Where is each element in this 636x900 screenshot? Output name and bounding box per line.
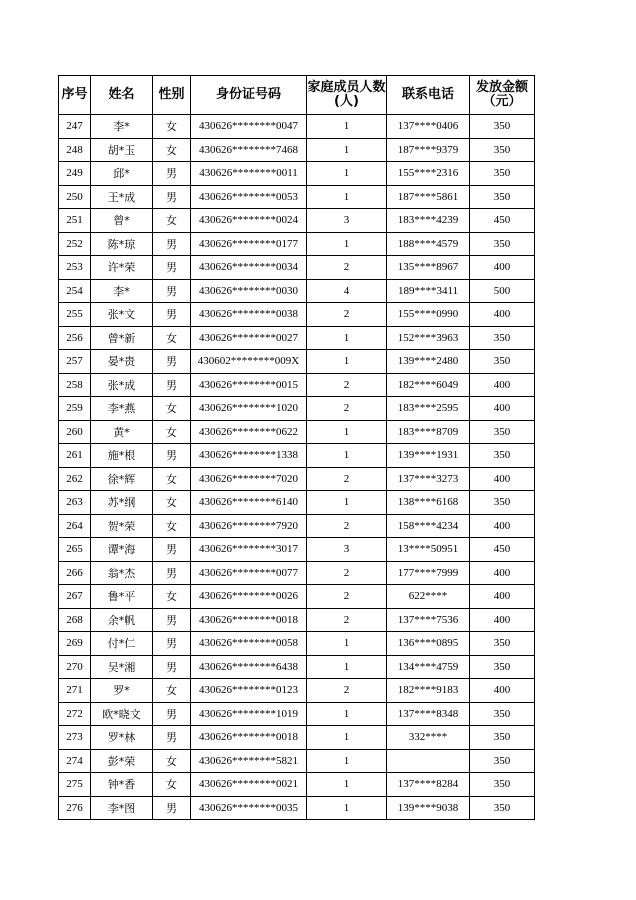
cell-phone: 139****2480 <box>387 350 470 374</box>
cell-phone: 138****6168 <box>387 491 470 515</box>
table-row <box>59 679 535 703</box>
cell-family: 2 <box>307 514 387 538</box>
cell-seq: 262 <box>59 467 91 491</box>
cell-amount: 400 <box>470 514 535 538</box>
cell-phone: 137****3273 <box>387 467 470 491</box>
cell-gender: 女 <box>153 209 191 233</box>
cell-family: 1 <box>307 726 387 750</box>
cell-gender: 男 <box>153 655 191 679</box>
cell-gender: 女 <box>153 467 191 491</box>
cell-phone: 187****9379 <box>387 138 470 162</box>
header-gender: 性别 <box>153 76 191 115</box>
table-row <box>59 561 535 585</box>
cell-phone: 183****4239 <box>387 209 470 233</box>
cell-amount: 350 <box>470 420 535 444</box>
cell-id: 430626********0021 <box>191 773 307 797</box>
cell-id: 430626********0015 <box>191 373 307 397</box>
table-row <box>59 209 535 233</box>
header-seq: 序号 <box>59 76 91 115</box>
cell-amount: 350 <box>470 796 535 820</box>
cell-amount: 350 <box>470 491 535 515</box>
cell-phone: 137****8284 <box>387 773 470 797</box>
cell-phone: 189****3411 <box>387 279 470 303</box>
cell-seq: 252 <box>59 232 91 256</box>
cell-phone: 135****8967 <box>387 256 470 280</box>
cell-phone: 187****5861 <box>387 185 470 209</box>
cell-seq: 263 <box>59 491 91 515</box>
cell-name: 李* <box>91 115 153 139</box>
cell-amount: 350 <box>470 162 535 186</box>
cell-amount: 400 <box>470 373 535 397</box>
cell-id: 430626********7468 <box>191 138 307 162</box>
cell-name: 欧*晓文 <box>91 702 153 726</box>
cell-gender: 男 <box>153 444 191 468</box>
cell-amount: 400 <box>470 608 535 632</box>
cell-name: 胡*玉 <box>91 138 153 162</box>
cell-id: 430626********0035 <box>191 796 307 820</box>
cell-seq: 247 <box>59 115 91 139</box>
cell-name: 翁*杰 <box>91 561 153 585</box>
cell-amount: 350 <box>470 726 535 750</box>
cell-seq: 261 <box>59 444 91 468</box>
cell-amount: 500 <box>470 279 535 303</box>
table-row <box>59 467 535 491</box>
cell-name: 李*图 <box>91 796 153 820</box>
cell-seq: 268 <box>59 608 91 632</box>
cell-family: 2 <box>307 256 387 280</box>
cell-seq: 249 <box>59 162 91 186</box>
cell-name: 王*成 <box>91 185 153 209</box>
cell-phone: 139****1931 <box>387 444 470 468</box>
table-row <box>59 702 535 726</box>
table-row <box>59 514 535 538</box>
roster-table <box>58 75 535 820</box>
cell-family: 2 <box>307 608 387 632</box>
table-row <box>59 632 535 656</box>
cell-amount: 400 <box>470 561 535 585</box>
cell-name: 钟*香 <box>91 773 153 797</box>
cell-phone: 155****0990 <box>387 303 470 327</box>
cell-family: 1 <box>307 655 387 679</box>
cell-amount: 350 <box>470 655 535 679</box>
cell-name: 陈*琼 <box>91 232 153 256</box>
cell-name: 张*文 <box>91 303 153 327</box>
cell-gender: 男 <box>153 632 191 656</box>
cell-id: 430626********0058 <box>191 632 307 656</box>
table-row <box>59 491 535 515</box>
cell-seq: 273 <box>59 726 91 750</box>
cell-gender: 女 <box>153 138 191 162</box>
cell-name: 施*根 <box>91 444 153 468</box>
table-row <box>59 585 535 609</box>
table-row <box>59 373 535 397</box>
cell-amount: 350 <box>470 749 535 773</box>
cell-phone: 13****50951 <box>387 538 470 562</box>
table-row <box>59 444 535 468</box>
cell-seq: 264 <box>59 514 91 538</box>
cell-name: 李*燕 <box>91 397 153 421</box>
cell-seq: 255 <box>59 303 91 327</box>
cell-gender: 女 <box>153 749 191 773</box>
cell-id: 430626********0622 <box>191 420 307 444</box>
cell-phone: 332**** <box>387 726 470 750</box>
cell-seq: 269 <box>59 632 91 656</box>
cell-phone: 183****2595 <box>387 397 470 421</box>
cell-gender: 男 <box>153 538 191 562</box>
cell-amount: 350 <box>470 185 535 209</box>
cell-id: 430626********0077 <box>191 561 307 585</box>
cell-name: 徐*辉 <box>91 467 153 491</box>
cell-gender: 女 <box>153 420 191 444</box>
cell-amount: 350 <box>470 326 535 350</box>
cell-seq: 274 <box>59 749 91 773</box>
cell-seq: 254 <box>59 279 91 303</box>
cell-amount: 450 <box>470 209 535 233</box>
cell-amount: 350 <box>470 773 535 797</box>
cell-seq: 250 <box>59 185 91 209</box>
cell-seq: 256 <box>59 326 91 350</box>
cell-amount: 400 <box>470 679 535 703</box>
cell-seq: 253 <box>59 256 91 280</box>
cell-phone: 177****7999 <box>387 561 470 585</box>
cell-family: 2 <box>307 467 387 491</box>
cell-family: 1 <box>307 796 387 820</box>
cell-amount: 350 <box>470 232 535 256</box>
table-row <box>59 538 535 562</box>
cell-gender: 女 <box>153 679 191 703</box>
cell-gender: 男 <box>153 232 191 256</box>
cell-family: 1 <box>307 773 387 797</box>
cell-seq: 266 <box>59 561 91 585</box>
cell-name: 贺*荣 <box>91 514 153 538</box>
cell-id: 430602********009X <box>191 350 307 374</box>
cell-amount: 350 <box>470 138 535 162</box>
header-family-line1: 家庭成员人数 <box>307 80 386 95</box>
table-row <box>59 256 535 280</box>
cell-seq: 258 <box>59 373 91 397</box>
cell-id: 430626********7920 <box>191 514 307 538</box>
cell-gender: 男 <box>153 608 191 632</box>
table-row <box>59 749 535 773</box>
cell-gender: 男 <box>153 561 191 585</box>
cell-gender: 男 <box>153 279 191 303</box>
cell-gender: 男 <box>153 796 191 820</box>
cell-id: 430626********0034 <box>191 256 307 280</box>
cell-name: 罗*林 <box>91 726 153 750</box>
table-row <box>59 115 535 139</box>
cell-gender: 女 <box>153 397 191 421</box>
cell-family: 2 <box>307 303 387 327</box>
cell-seq: 271 <box>59 679 91 703</box>
cell-name: 苏*纲 <box>91 491 153 515</box>
cell-id: 430626********0026 <box>191 585 307 609</box>
table-row <box>59 773 535 797</box>
table-row <box>59 796 535 820</box>
cell-family: 2 <box>307 679 387 703</box>
cell-gender: 女 <box>153 773 191 797</box>
header-amount-line2: （元） <box>482 94 522 109</box>
cell-family: 1 <box>307 749 387 773</box>
cell-amount: 400 <box>470 256 535 280</box>
cell-seq: 251 <box>59 209 91 233</box>
cell-seq: 265 <box>59 538 91 562</box>
cell-family: 4 <box>307 279 387 303</box>
cell-family: 1 <box>307 420 387 444</box>
cell-seq: 267 <box>59 585 91 609</box>
cell-family: 1 <box>307 138 387 162</box>
cell-id: 430626********0038 <box>191 303 307 327</box>
cell-amount: 450 <box>470 538 535 562</box>
table-row <box>59 279 535 303</box>
cell-name: 曾*新 <box>91 326 153 350</box>
cell-phone: 139****9038 <box>387 796 470 820</box>
cell-id: 430626********1338 <box>191 444 307 468</box>
header-row <box>59 76 535 115</box>
cell-id: 430626********0047 <box>191 115 307 139</box>
cell-phone: 182****9183 <box>387 679 470 703</box>
cell-family: 1 <box>307 702 387 726</box>
cell-id: 430626********3017 <box>191 538 307 562</box>
cell-seq: 275 <box>59 773 91 797</box>
cell-seq: 259 <box>59 397 91 421</box>
header-family-line2: (人) <box>334 94 359 109</box>
cell-phone: 188****4579 <box>387 232 470 256</box>
cell-family: 3 <box>307 538 387 562</box>
cell-id: 430626********1019 <box>191 702 307 726</box>
cell-name: 李* <box>91 279 153 303</box>
table-row <box>59 162 535 186</box>
table-row <box>59 420 535 444</box>
cell-id: 430626********1020 <box>191 397 307 421</box>
cell-amount: 400 <box>470 303 535 327</box>
cell-name: 罗* <box>91 679 153 703</box>
cell-seq: 272 <box>59 702 91 726</box>
table-row <box>59 185 535 209</box>
cell-gender: 男 <box>153 256 191 280</box>
cell-id: 430626********5821 <box>191 749 307 773</box>
cell-family: 1 <box>307 232 387 256</box>
header-amount <box>470 76 535 115</box>
cell-gender: 女 <box>153 491 191 515</box>
cell-phone <box>387 749 470 773</box>
cell-gender: 女 <box>153 585 191 609</box>
cell-family: 3 <box>307 209 387 233</box>
cell-seq: 248 <box>59 138 91 162</box>
header-family <box>307 76 387 115</box>
cell-family: 1 <box>307 185 387 209</box>
cell-phone: 137****8348 <box>387 702 470 726</box>
cell-id: 430626********0027 <box>191 326 307 350</box>
cell-name: 谭*海 <box>91 538 153 562</box>
cell-name: 曾* <box>91 209 153 233</box>
cell-amount: 400 <box>470 397 535 421</box>
cell-name: 晏*贵 <box>91 350 153 374</box>
cell-amount: 350 <box>470 632 535 656</box>
cell-gender: 男 <box>153 702 191 726</box>
cell-name: 邱* <box>91 162 153 186</box>
cell-name: 彭*荣 <box>91 749 153 773</box>
cell-phone: 137****7536 <box>387 608 470 632</box>
cell-gender: 男 <box>153 373 191 397</box>
cell-phone: 158****4234 <box>387 514 470 538</box>
cell-id: 430626********0123 <box>191 679 307 703</box>
cell-phone: 622**** <box>387 585 470 609</box>
cell-id: 430626********0018 <box>191 726 307 750</box>
cell-id: 430626********7020 <box>191 467 307 491</box>
cell-name: 吴*湘 <box>91 655 153 679</box>
cell-name: 付*仁 <box>91 632 153 656</box>
cell-family: 1 <box>307 350 387 374</box>
header-name: 姓名 <box>91 76 153 115</box>
cell-phone: 136****0895 <box>387 632 470 656</box>
cell-family: 1 <box>307 162 387 186</box>
cell-id: 430626********0018 <box>191 608 307 632</box>
cell-amount: 350 <box>470 115 535 139</box>
cell-family: 2 <box>307 397 387 421</box>
cell-gender: 男 <box>153 726 191 750</box>
cell-phone: 182****6049 <box>387 373 470 397</box>
cell-amount: 400 <box>470 585 535 609</box>
cell-family: 1 <box>307 632 387 656</box>
cell-seq: 270 <box>59 655 91 679</box>
cell-gender: 女 <box>153 514 191 538</box>
cell-name: 张*成 <box>91 373 153 397</box>
cell-amount: 350 <box>470 350 535 374</box>
cell-gender: 男 <box>153 162 191 186</box>
cell-id: 430626********6140 <box>191 491 307 515</box>
cell-gender: 男 <box>153 350 191 374</box>
cell-phone: 155****2316 <box>387 162 470 186</box>
table-row <box>59 350 535 374</box>
table-row <box>59 608 535 632</box>
cell-name: 黄* <box>91 420 153 444</box>
cell-seq: 260 <box>59 420 91 444</box>
cell-family: 2 <box>307 373 387 397</box>
cell-name: 余*帆 <box>91 608 153 632</box>
cell-gender: 女 <box>153 115 191 139</box>
cell-family: 2 <box>307 561 387 585</box>
cell-seq: 276 <box>59 796 91 820</box>
table-row <box>59 655 535 679</box>
cell-id: 430626********6438 <box>191 655 307 679</box>
cell-gender: 男 <box>153 303 191 327</box>
cell-amount: 350 <box>470 702 535 726</box>
cell-amount: 350 <box>470 444 535 468</box>
cell-id: 430626********0053 <box>191 185 307 209</box>
cell-family: 1 <box>307 326 387 350</box>
cell-phone: 183****8709 <box>387 420 470 444</box>
header-amount-line1: 发放金额 <box>475 80 528 95</box>
table-row <box>59 138 535 162</box>
cell-name: 许*荣 <box>91 256 153 280</box>
cell-family: 2 <box>307 585 387 609</box>
cell-id: 430626********0177 <box>191 232 307 256</box>
table-body <box>59 115 535 820</box>
cell-family: 1 <box>307 444 387 468</box>
header-id: 身份证号码 <box>191 76 307 115</box>
table-row <box>59 397 535 421</box>
table-row <box>59 232 535 256</box>
cell-name: 鲁*平 <box>91 585 153 609</box>
table-row <box>59 326 535 350</box>
cell-phone: 137****0406 <box>387 115 470 139</box>
cell-phone: 134****4759 <box>387 655 470 679</box>
table-row <box>59 726 535 750</box>
cell-gender: 女 <box>153 326 191 350</box>
cell-id: 430626********0011 <box>191 162 307 186</box>
header-phone: 联系电话 <box>387 76 470 115</box>
cell-gender: 男 <box>153 185 191 209</box>
table-row <box>59 303 535 327</box>
cell-seq: 257 <box>59 350 91 374</box>
cell-id: 430626********0030 <box>191 279 307 303</box>
cell-id: 430626********0024 <box>191 209 307 233</box>
cell-family: 1 <box>307 491 387 515</box>
cell-phone: 152****3963 <box>387 326 470 350</box>
cell-amount: 400 <box>470 467 535 491</box>
cell-family: 1 <box>307 115 387 139</box>
